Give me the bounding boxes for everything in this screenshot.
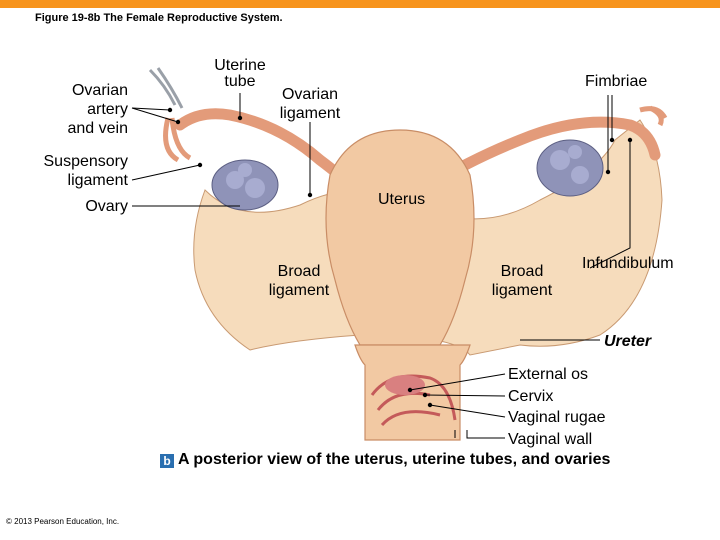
right-fimbriae: [640, 108, 665, 125]
external-os: [385, 375, 425, 395]
label-broad-ligament-right: [478, 262, 566, 300]
label-line: ligament: [279, 105, 341, 122]
label-infundibulum: Infundibulum: [582, 255, 674, 272]
caption-text: A posterior view of the uterus, uterine tubes, and ovaries: [178, 451, 611, 468]
label-line: Ovarian: [71, 82, 128, 99]
right-ovary: [537, 140, 603, 196]
label-fimbriae: Fimbriae: [585, 73, 648, 90]
label-line: ligament: [67, 172, 128, 189]
leader-vaginal-wall: [455, 430, 505, 438]
uterus-body: [326, 130, 474, 345]
label-line: Suspensory: [43, 153, 128, 170]
label-line: tube: [224, 73, 256, 90]
label-vaginal-wall: Vaginal wall: [508, 431, 593, 448]
label-cervix: Cervix: [508, 388, 554, 405]
label-ovary: Ovary: [85, 198, 128, 215]
label-line: Uterine: [214, 57, 266, 74]
label-line: Broad: [500, 263, 544, 280]
label-ovarian-ligament: [268, 85, 352, 123]
figure-caption: [160, 451, 610, 469]
label-line: Broad: [277, 263, 321, 280]
label-uterus: Uterus: [378, 191, 426, 208]
label-line: ligament: [491, 282, 553, 299]
figure-title: Figure 19-8b The Female Reproductive System.: [35, 12, 283, 24]
left-ovarian-vessels: [150, 68, 182, 108]
label-external-os: External os: [508, 366, 589, 383]
label-broad-ligament-left: [255, 262, 343, 300]
label-line: ligament: [268, 282, 330, 299]
label-line: and vein: [67, 120, 128, 137]
label-ovarian-artery-vein: [40, 81, 128, 138]
label-vaginal-rugae: Vaginal rugae: [508, 409, 606, 426]
left-ovary: [212, 160, 278, 210]
caption-badge: b: [160, 454, 174, 468]
label-suspensory-ligament: [10, 152, 128, 190]
label-ureter: Ureter: [604, 333, 652, 350]
label-line: Ovarian: [281, 86, 339, 103]
copyright: © 2013 Pearson Education, Inc.: [6, 517, 120, 526]
leader-suspensory: [132, 165, 200, 180]
label-line: artery: [87, 101, 128, 118]
